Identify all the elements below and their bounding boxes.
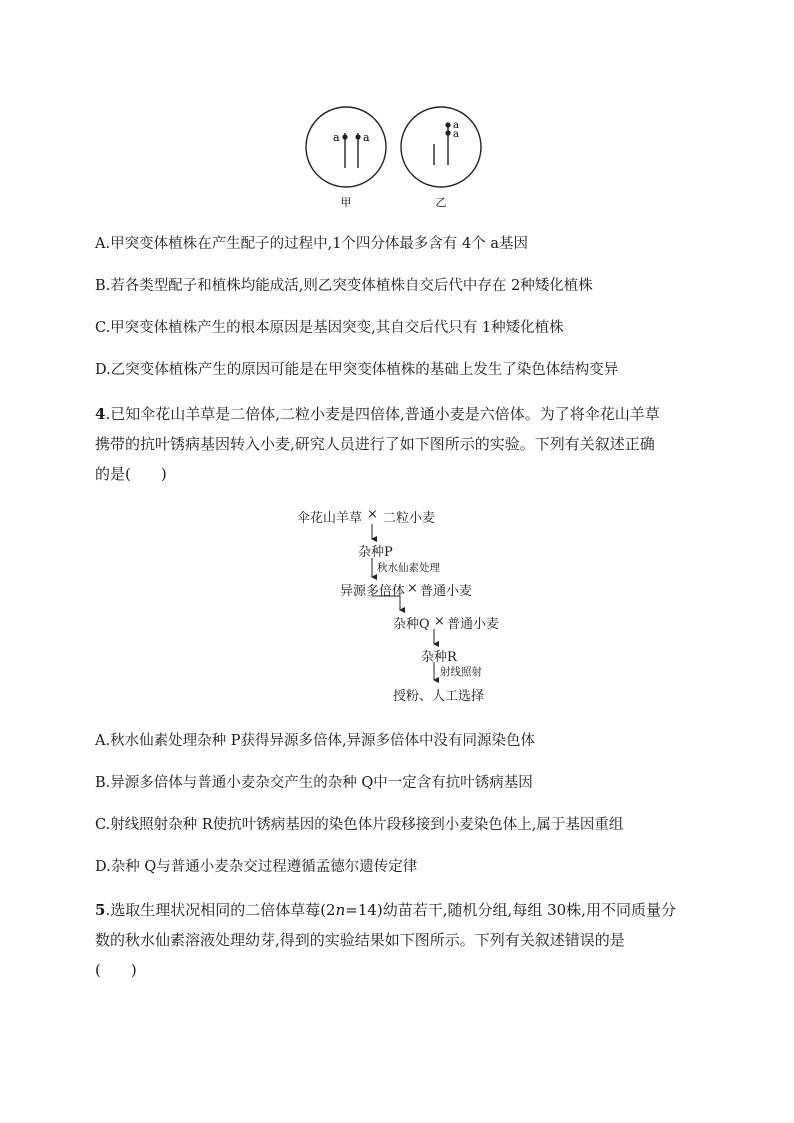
gene-dot-yi-top — [445, 122, 450, 127]
gene-dot-jia-right — [355, 134, 360, 139]
cell-label-jia: 甲 — [340, 196, 352, 209]
flow-allopolyploid: 异源多倍体 — [340, 584, 406, 599]
gene-label-yi-bottom: a — [453, 129, 459, 140]
gene-dot-jia-left — [342, 134, 347, 139]
flow-aegilops: 伞花山羊草 — [297, 511, 363, 526]
flow-hybrid-q: 杂种Q — [393, 617, 430, 632]
q5-stem-line1: 5.选取生理状况相同的二倍体草莓(2n=14)幼苗若干,随机分组,每组 30株,用不同质量分 — [95, 901, 676, 919]
breeding-flowchart — [290, 505, 510, 705]
flow-common-wheat-2: 普通小麦 — [447, 617, 500, 632]
flow-colchicine: 秋水仙素处理 — [377, 562, 440, 574]
gene-label-jia-left: a — [333, 131, 340, 144]
cell-yi — [401, 107, 481, 187]
flow-hybrid-r: 杂种R — [421, 650, 457, 665]
q4-option-b: B.异源多倍体与普通小麦杂交产生的杂种 Q中一定含有抗叶锈病基因 — [95, 775, 533, 791]
q4-stem-line2: 携带的抗叶锈病基因转入小麦,研究人员进行了如下图所示的实验。下列有关叙述正确 — [95, 435, 655, 453]
flow-hybrid-p: 杂种P — [358, 545, 393, 560]
q4-option-c: C.射线照射杂种 R使抗叶锈病基因的染色体片段移接到小麦染色体上,属于基因重组 — [95, 817, 624, 833]
q4-stem-line1: 4.已知伞花山羊草是二倍体,二粒小麦是四倍体,普通小麦是六倍体。为了将伞花山羊草 — [95, 405, 660, 423]
cell-jia — [306, 107, 386, 187]
q4-stem-line3: 的是( ) — [95, 465, 167, 483]
flow-pollination-selection: 授粉、人工选择 — [393, 689, 485, 704]
flow-cross-1: × — [367, 507, 378, 522]
q4-option-d: D.杂种 Q与普通小麦杂交过程遵循孟德尔遗传定律 — [95, 859, 418, 875]
gene-dot-yi-bottom — [445, 130, 450, 135]
chromosome-figure — [300, 100, 500, 212]
q5-stem-line2: 数的秋水仙素溶液处理幼芽,得到的实验结果如下图所示。下列有关叙述错误的是 — [95, 931, 625, 949]
q5-stem-line3: ( ) — [95, 961, 137, 979]
flow-emmer-wheat: 二粒小麦 — [383, 511, 436, 526]
flow-radiation: 射线照射 — [440, 666, 482, 678]
q4-option-a: A.秋水仙素处理杂种 P获得异源多倍体,异源多倍体中没有同源染色体 — [95, 733, 536, 749]
cell-label-yi: 乙 — [435, 196, 447, 209]
flow-cross-2: × — [407, 581, 418, 596]
flow-cross-3: × — [434, 614, 445, 629]
q3-option-d: D.乙突变体植株产生的原因可能是在甲突变体植株的基础上发生了染色体结构变异 — [95, 362, 619, 378]
q5-number: 5 — [95, 901, 106, 919]
q3-option-a: A.甲突变体植株在产生配子的过程中,1个四分体最多含有 4个 a基因 — [95, 236, 529, 252]
flow-common-wheat-1: 普通小麦 — [420, 584, 473, 599]
gene-label-jia-right: a — [363, 131, 370, 144]
q3-option-b: B.若各类型配子和植株均能成活,则乙突变体植株自交后代中存在 2种矮化植株 — [95, 278, 593, 294]
chromosome-figure-svg — [300, 100, 500, 212]
gene-label-yi-top: a — [453, 120, 459, 131]
q3-option-c: C.甲突变体植株产生的根本原因是基因突变,其自交后代只有 1种矮化植株 — [95, 320, 564, 336]
q4-number: 4 — [95, 405, 106, 423]
